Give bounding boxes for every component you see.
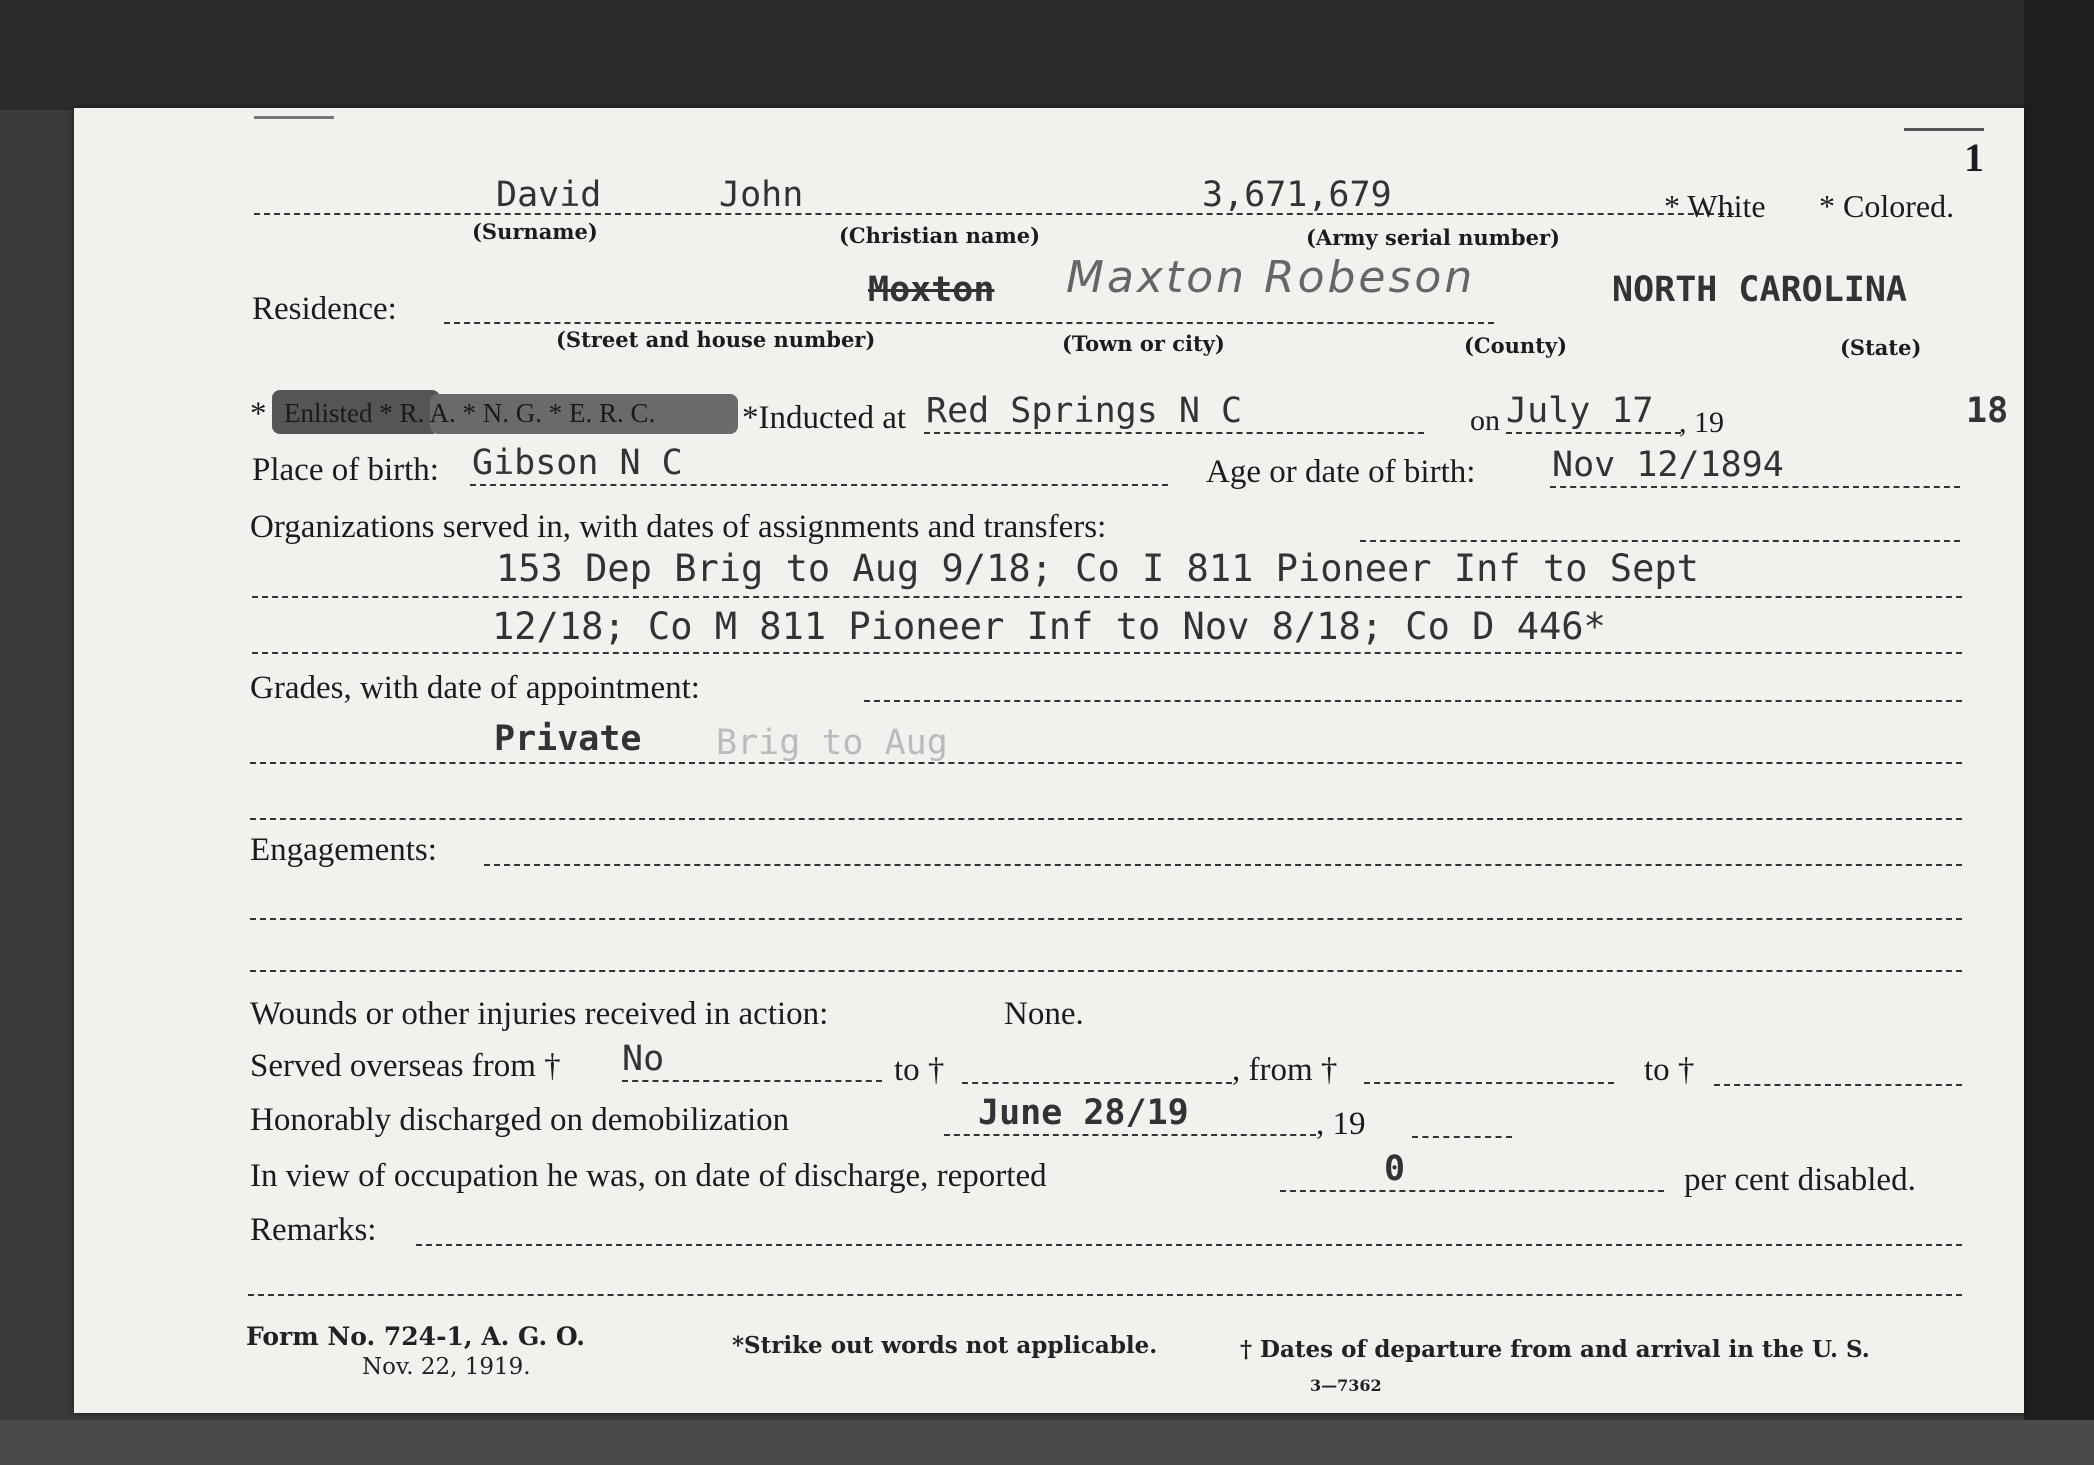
wounds-value: None. <box>1004 996 1084 1032</box>
discharge-date-value: June 28/19 <box>978 1093 1189 1133</box>
inducted-year-suffix: 18 <box>1966 391 2009 431</box>
age-label: Age or date of birth: <box>1206 454 1476 490</box>
top-mark <box>254 116 334 119</box>
enlistment-star: * <box>250 396 267 432</box>
residence-town-typed: Moxton <box>868 270 995 310</box>
background-right <box>2024 0 2094 1465</box>
grades-line-0 <box>864 700 1962 702</box>
print-code: 3—7362 <box>1310 1376 1382 1395</box>
organizations-text-2: 12/18; Co M 811 Pioneer Inf to Nov 8/18; Co D 446* <box>492 605 1606 648</box>
discharge-line <box>944 1134 1316 1136</box>
disability-line <box>1280 1190 1664 1192</box>
overseas-to-line <box>962 1082 1232 1084</box>
inducted-place-value: Red Springs N C <box>926 391 1243 431</box>
background-bottom <box>0 1420 2094 1465</box>
discharge-year: , 19 <box>1316 1106 1366 1142</box>
top-mark-right <box>1904 128 1984 131</box>
grade-value: Private <box>494 719 642 759</box>
surname-value: David <box>496 175 602 215</box>
discharge-year-line <box>1412 1136 1512 1138</box>
remarks-label: Remarks: <box>250 1212 377 1248</box>
place-of-birth-line <box>470 484 1168 486</box>
inducted-on-label: on <box>1470 404 1500 437</box>
disability-label: In view of occupation he was, on date of discharge, reported <box>250 1158 1047 1194</box>
christian-name-value: John <box>719 175 804 215</box>
organizations-line-0 <box>1360 540 1960 542</box>
form-date: Nov. 22, 1919. <box>362 1354 531 1380</box>
inducted-date-value: July 17 <box>1506 391 1654 431</box>
dates-note: † Dates of departure from and arrival in the U. S. <box>1240 1336 1870 1363</box>
overseas-to-label: to † <box>894 1052 945 1088</box>
inducted-line <box>924 432 1424 434</box>
street-caption: (Street and house number) <box>556 327 876 352</box>
christian-name-caption: (Christian name) <box>839 223 1041 248</box>
inducted-label: *Inducted at <box>742 400 907 436</box>
grades-line-2 <box>250 818 1962 820</box>
overseas-from2-label: , from † <box>1232 1052 1338 1088</box>
engagements-line-2 <box>250 970 1962 972</box>
organizations-line-1 <box>252 596 1962 598</box>
birth-date-value: Nov 12/1894 <box>1552 445 1784 485</box>
remarks-line-0 <box>416 1244 1962 1246</box>
race-white: * White <box>1664 188 1766 224</box>
age-line <box>1550 486 1960 488</box>
disability-suffix: per cent disabled. <box>1684 1162 1916 1198</box>
name-line <box>254 213 1734 215</box>
overseas-from2-line <box>1364 1082 1614 1084</box>
discharge-label: Honorably discharged on demobilization <box>250 1102 790 1138</box>
town-caption: (Town or city) <box>1062 331 1225 356</box>
overseas-from-line <box>622 1080 882 1082</box>
engagements-line-1 <box>250 918 1962 920</box>
form-number: Form No. 724-1, A. G. O. <box>246 1322 585 1351</box>
residence-handwritten: Maxton Robeson <box>1066 252 1476 303</box>
overseas-value: No <box>622 1039 665 1079</box>
place-of-birth-value: Gibson N C <box>472 443 683 483</box>
enlistment-struck-options: Enlisted * R. A. * N. G. * E. R. C. <box>284 398 656 428</box>
disability-value: 0 <box>1384 1149 1406 1189</box>
serial-number-caption: (Army serial number) <box>1306 225 1560 250</box>
service-record-card <box>74 108 2024 1413</box>
organizations-line-2 <box>252 652 1962 654</box>
card-number: 1 <box>1964 135 1984 180</box>
residence-line <box>444 322 1494 324</box>
engagements-label: Engagements: <box>250 832 437 868</box>
grades-label: Grades, with date of appointment: <box>250 670 700 706</box>
overseas-to2-line <box>1714 1084 1962 1086</box>
grade-ghost-text: Brig to Aug <box>716 723 948 763</box>
surname-caption: (Surname) <box>472 219 598 244</box>
strike-note: *Strike out words not applicable. <box>732 1332 1158 1359</box>
overseas-to2-label: to † <box>1644 1052 1695 1088</box>
county-caption: (County) <box>1464 333 1568 358</box>
residence-state-value: NORTH CAROLINA <box>1612 270 1908 310</box>
overseas-from-label: Served overseas from † <box>250 1048 561 1084</box>
residence-label: Residence: <box>252 291 397 327</box>
race-colored: * Colored. <box>1819 188 1955 224</box>
remarks-line-1 <box>248 1294 1962 1296</box>
inducted-date-line <box>1506 432 1681 434</box>
engagements-line-0 <box>484 864 1962 866</box>
background-top <box>0 0 2094 110</box>
state-caption: (State) <box>1840 335 1922 360</box>
inducted-year-prefix: , 19 <box>1679 406 1724 439</box>
place-of-birth-label: Place of birth: <box>252 452 439 488</box>
wounds-label: Wounds or other injuries received in action: <box>250 996 829 1032</box>
organizations-text-1: 153 Dep Brig to Aug 9/18; Co I 811 Pioneer Inf to Sept <box>496 547 1699 590</box>
serial-number-value: 3,671,679 <box>1202 175 1392 215</box>
grades-line-1 <box>250 762 1962 764</box>
organizations-label: Organizations served in, with dates of assignments and transfers: <box>250 509 1107 545</box>
